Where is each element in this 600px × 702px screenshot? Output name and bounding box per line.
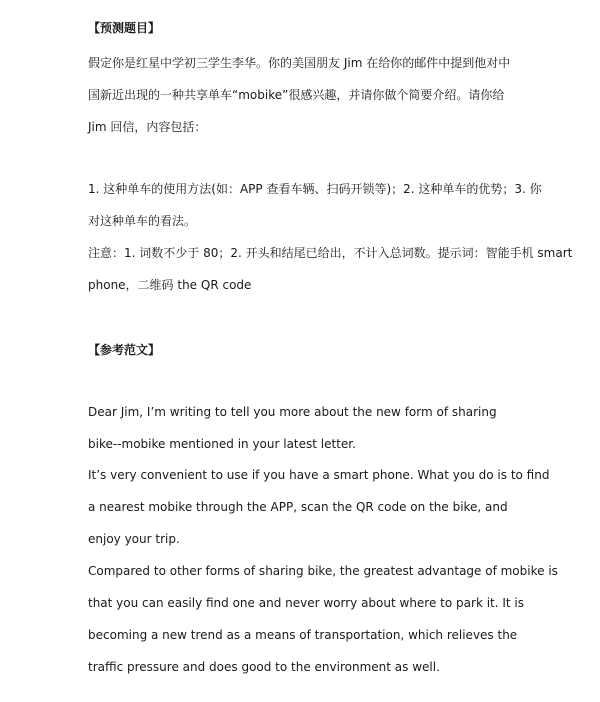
sample-line: a nearest mobike through the APP, scan the QR code on the bike, and (88, 500, 508, 514)
sample-line: enjoy your trip. (88, 532, 180, 546)
sample-line: that you can easily find one and never worry about where to park it. It is (88, 596, 525, 610)
sample-line: Compared to other forms of sharing bike, the greatest advantage of mobike is (88, 564, 558, 578)
task-line: 假定你是红星中学初三学生李华。你的美国朋友 Jim 在给你的邮件中提到他对中 (88, 56, 511, 70)
task-heading: 【预测题目】 (88, 21, 161, 35)
sample-line: traffic pressure and does good to the environment as well. (88, 660, 440, 674)
sample-line: Dear Jim, I’m writing to tell you more about the new form of sharing (88, 405, 497, 419)
task-line: 注意：1. 词数不少于 80；2. 开头和结尾已给出，不计入总词数。提示词：智能手机 smart (88, 246, 573, 260)
task-line: 对这种单车的看法。 (88, 214, 197, 228)
sample-line: bike--mobike mentioned in your latest letter. (88, 437, 356, 451)
task-line: 1. 这种单车的使用方法(如：APP 查看车辆、扫码开锁等)；2. 这种单车的优势；3. 你 (88, 182, 542, 196)
task-line: phone，二维码 the QR code (88, 278, 252, 292)
sample-heading: 【参考范文】 (88, 343, 161, 357)
sample-line: becoming a new trend as a means of transportation, which relieves the (88, 628, 518, 642)
task-line: Jim 回信，内容包括： (88, 120, 207, 134)
sample-line: It’s very convenient to use if you have a smart phone. What you do is to find (88, 468, 550, 482)
task-line: 国新近出现的一种共享单车“mobike”很感兴趣，并请你做个简要介绍。请你给 (88, 88, 505, 102)
